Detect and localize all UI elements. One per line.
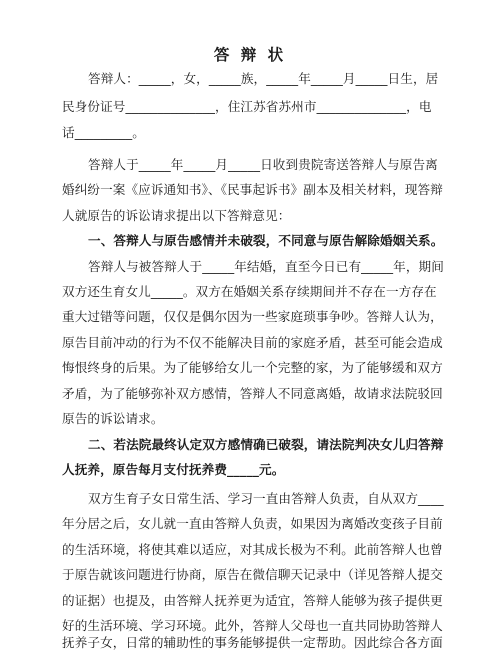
text-line: 原告的诉讼请求。 — [62, 411, 164, 426]
text-line: 悔恨终身的后果。为了能够给女儿一个完整的家，为了能够缓和双方 — [62, 360, 443, 375]
text-line: 民身份证号______________，住江苏省苏州市______________，电 — [62, 99, 432, 114]
text-line: 答辩人于_____年_____月_____日收到贵院寄送答辩人与原告离 — [88, 157, 438, 172]
section-heading: 一、答辩人与原告感情并未破裂，不同意与原告解除婚姻关系。 — [88, 233, 444, 248]
text-line: 答辩人与被答辩人于_____年结婚，直至今日已有_____年，期间 — [88, 259, 444, 274]
text-line: 话_________。 — [62, 125, 145, 140]
text-line: 矛盾，为了能够弥补双方感情，答辩人不同意离婚，故请求法院驳回 — [62, 386, 443, 401]
text-line: 的生活环境，将使其难以适应，对其成长极为不利。此前答辩人也曾 — [62, 542, 443, 557]
section-heading-continued: 人抚养，原告每月支付抚养费_____元。 — [62, 462, 285, 477]
text-line: 人就原告的诉讼请求提出以下答辩意见： — [62, 208, 291, 223]
text-line: 双方生育子女日常生活、学习一直由答辩人负责，自从双方____ — [88, 491, 444, 506]
text-line: 婚纠纷一案《应诉通知书》、《民事起诉书》副本及相关材料，现答辩 — [62, 182, 443, 197]
text-line: 于原告就该问题进行协商，原告在微信聊天记录中（详见答辩人提交 — [62, 567, 443, 582]
text-line: 年分居之后，女儿就一直由答辩人负责，如果因为离婚改变孩子目前 — [62, 516, 443, 531]
section-heading: 二、若法院最终认定双方感情确已破裂，请法院判决女儿归答辩 — [88, 437, 444, 452]
text-line: 重大过错等问题，仅仅是偶尔因为一些家庭琐事争吵。答辩人认为， — [62, 309, 443, 324]
text-line: 好的生活环境、学习环境。此外，答辩人父母也一直共同协助答辩人 — [62, 618, 443, 633]
text-line: 的证据）也提及，由答辩人抚养更为适宜，答辩人能够为孩子提供更 — [62, 593, 443, 608]
text-line: 答辩人：_____，女，_____族，_____年_____月_____日生，居 — [88, 71, 439, 86]
document-title: 答 辩 状 — [213, 46, 287, 64]
text-line: 抚养子女，日常的辅助性的事务能够提供一定帮助。因此综合各方面 — [62, 635, 443, 650]
text-line: 双方还生育女儿_____。双方在婚姻关系存续期间并不存在一方存在 — [62, 284, 437, 299]
text-line: 原告目前冲动的行为不仅不能解决目前的家庭矛盾，甚至可能会造成 — [62, 335, 443, 350]
